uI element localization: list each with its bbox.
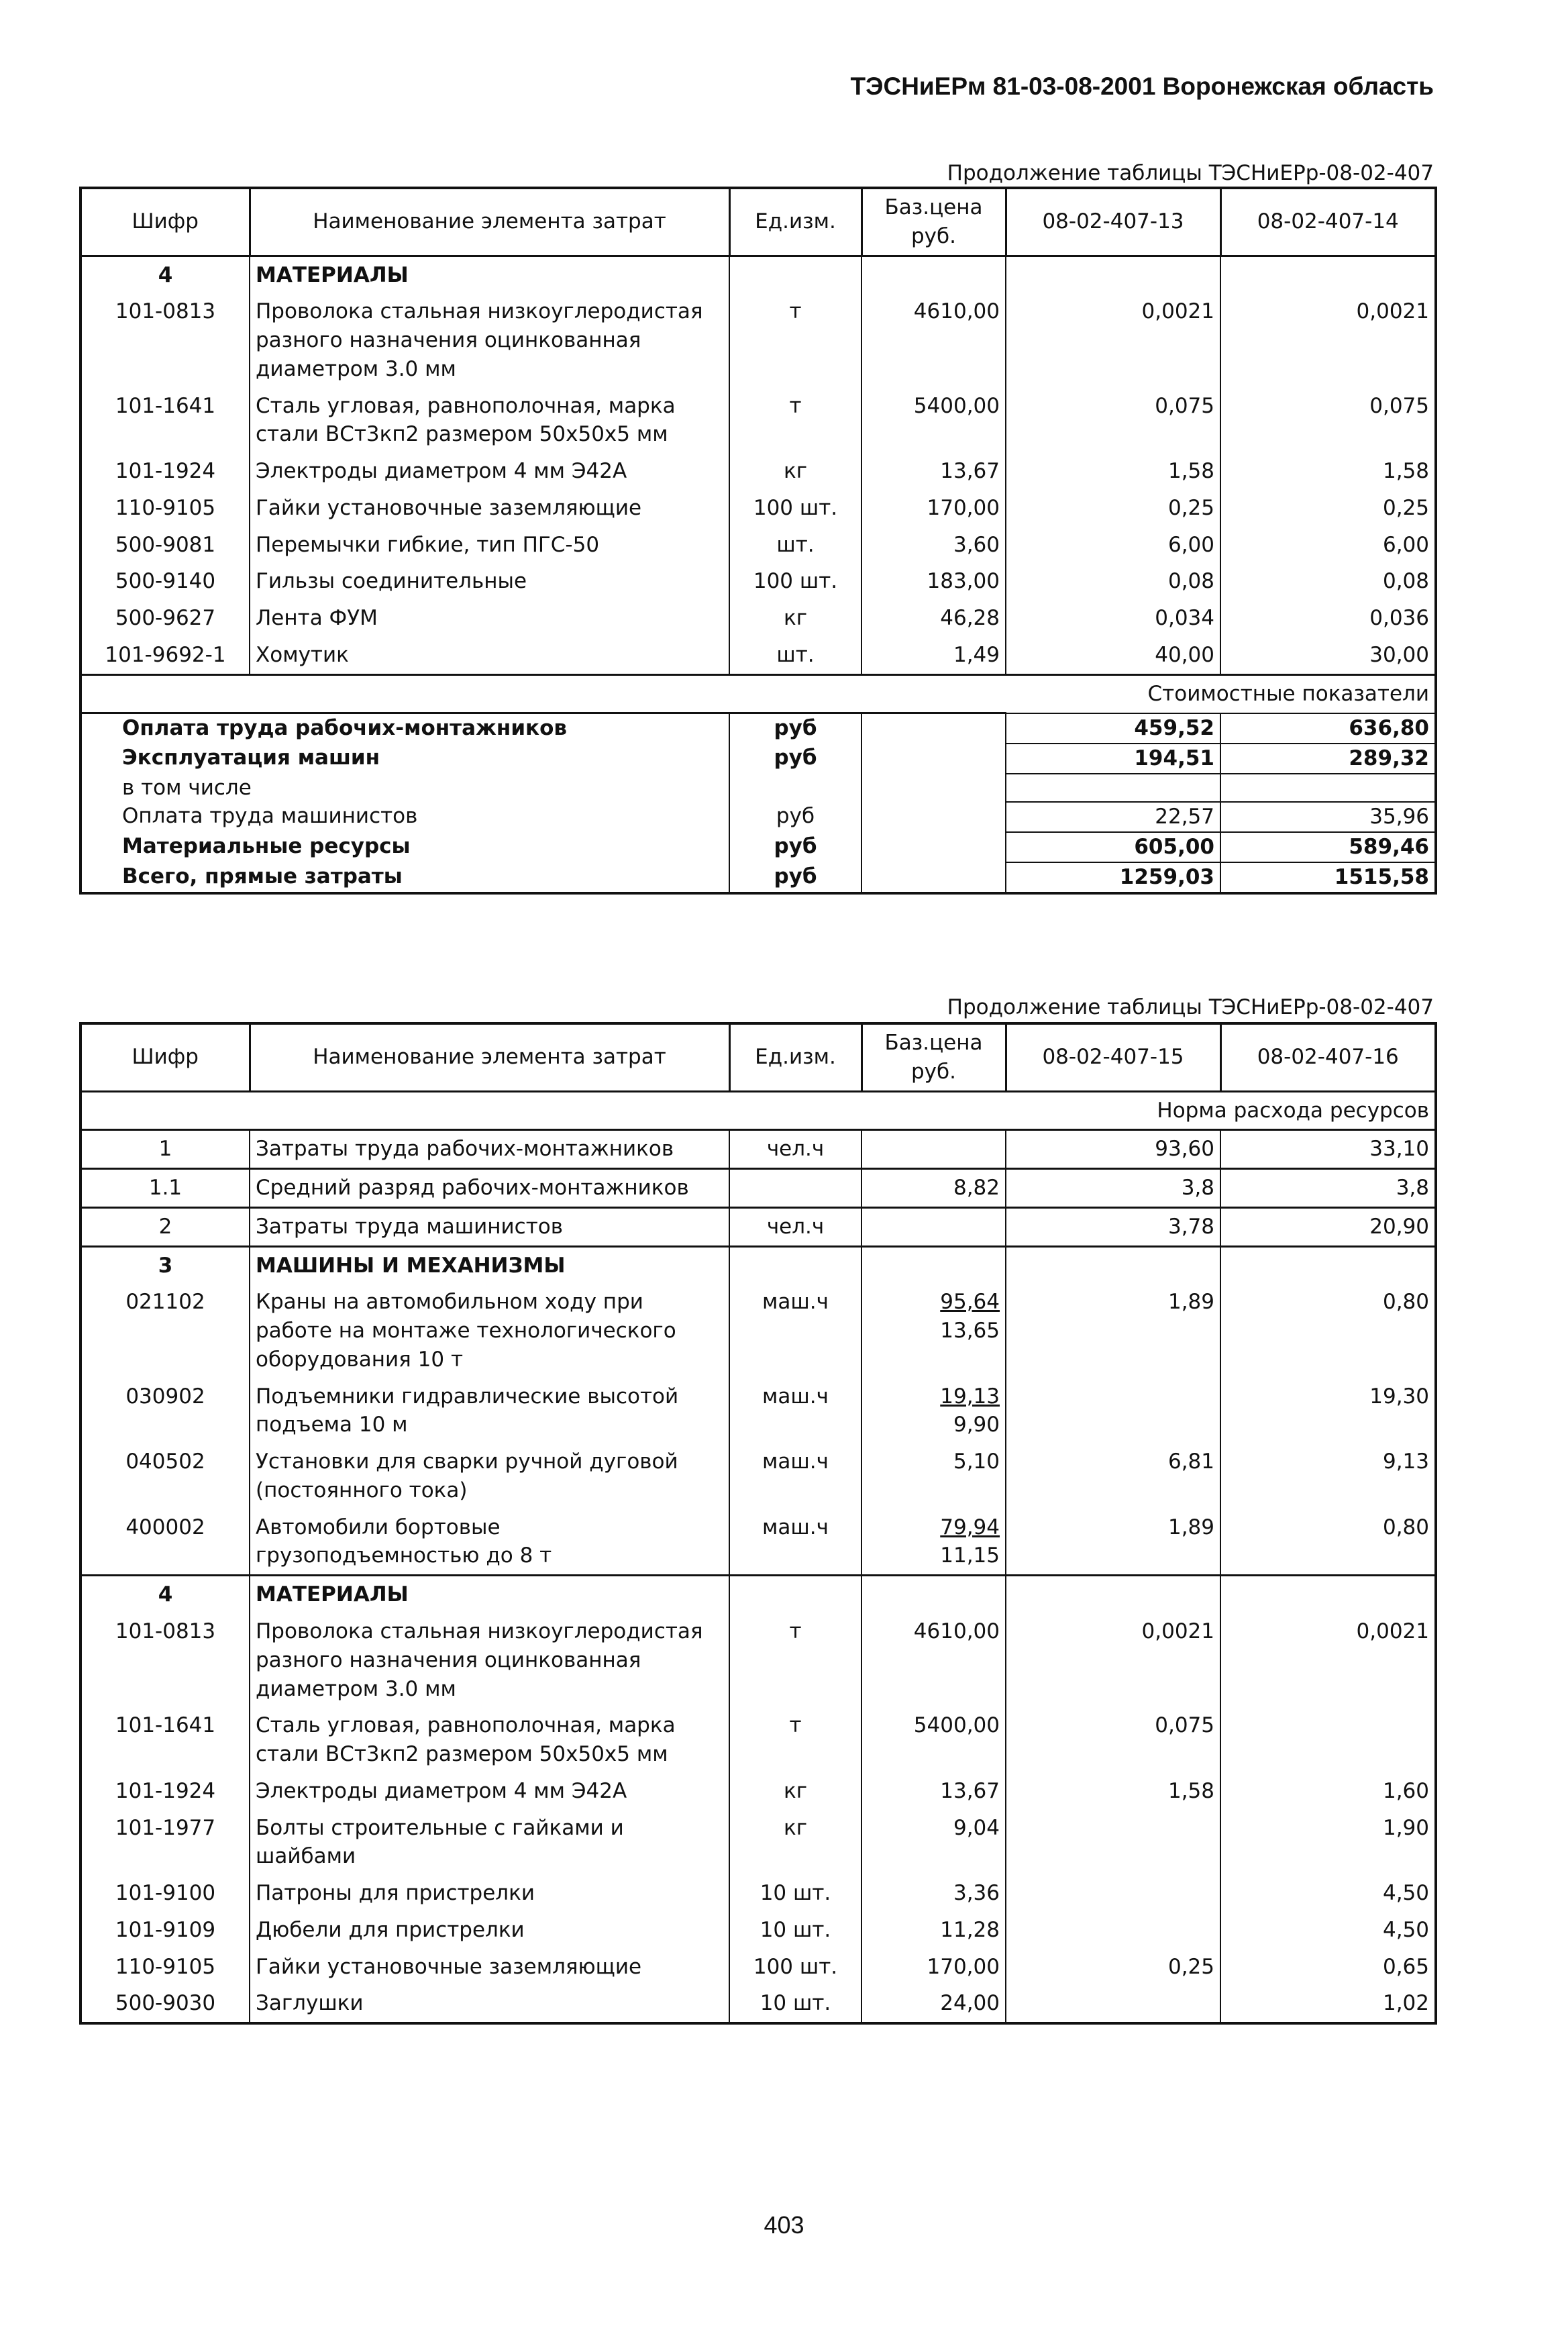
resource-price: 9,04 xyxy=(861,1810,1006,1876)
document-header: ТЭСНиЕРм 81-03-08-2001 Воронежская область xyxy=(850,72,1434,100)
cost-value-2: 1515,58 xyxy=(1220,862,1436,893)
cost-label: Материальные ресурсы xyxy=(81,832,729,862)
resource-name: Сталь угловая, равнополочная, марка стали ВСт3кп2 размером 50х50х5 мм xyxy=(250,1707,729,1773)
empty-cell xyxy=(861,1576,1006,1613)
cost-value-2: 636,80 xyxy=(1220,713,1436,744)
resource-code: 101-1641 xyxy=(81,1707,250,1773)
cost-row xyxy=(81,774,1436,803)
norm-value-1: 0,0021 xyxy=(1006,293,1220,387)
resource-code: 101-1924 xyxy=(81,1773,250,1810)
resource-code: 101-1977 xyxy=(81,1810,250,1876)
cost-row xyxy=(81,713,1436,744)
resource-name: Гильзы соединительные xyxy=(250,563,729,600)
material-row xyxy=(81,1707,1436,1773)
resource-name: Болты строительные с гайками и шайбами xyxy=(250,1810,729,1876)
norm-value-1: 0,25 xyxy=(1006,1949,1220,1986)
cost-unit: руб xyxy=(729,713,861,744)
empty-cell xyxy=(1220,1576,1436,1613)
norm-value-1: 6,00 xyxy=(1006,527,1220,564)
norm-value-1: 0,034 xyxy=(1006,600,1220,637)
material-row xyxy=(81,453,1436,490)
norm-value-1: 93,60 xyxy=(1006,1130,1220,1169)
resource-name: Подъемники гидравлические высотой подъема 10 м xyxy=(250,1378,729,1444)
col-v1-header: 08-02-407-13 xyxy=(1006,188,1220,256)
resource-code: 030902 xyxy=(81,1378,250,1444)
resource-unit: маш.ч xyxy=(729,1443,861,1509)
cost-value-1: 1259,03 xyxy=(1006,862,1220,893)
empty-cell xyxy=(1006,256,1220,293)
machine-row xyxy=(81,1284,1436,1378)
material-row xyxy=(81,527,1436,564)
empty-cell xyxy=(861,713,1006,744)
cost-label: в том числе xyxy=(81,774,729,803)
resource-name: Хомутик xyxy=(250,637,729,674)
section-title: МАТЕРИАЛЫ xyxy=(250,256,729,293)
resource-name: Дюбели для пристрелки xyxy=(250,1912,729,1949)
resource-price: 5400,00 xyxy=(861,1707,1006,1773)
resource-price xyxy=(861,1509,1006,1576)
norm-value-1 xyxy=(1006,1912,1220,1949)
table1-caption: Продолжение таблицы ТЭСНиЕРр-08-02-407 xyxy=(947,161,1434,185)
labor-row xyxy=(81,1169,1436,1208)
cost-heading-row xyxy=(81,674,1436,713)
price-main: 5,10 xyxy=(953,1449,1000,1474)
cost-label: Оплата труда машинистов xyxy=(81,802,729,832)
cost-value-2 xyxy=(1220,774,1436,803)
resource-code: 500-9627 xyxy=(81,600,250,637)
resource-price: 4610,00 xyxy=(861,293,1006,387)
empty-cell xyxy=(861,774,1006,803)
resource-price: 46,28 xyxy=(861,600,1006,637)
norm-value-1: 0,075 xyxy=(1006,388,1220,454)
norm-value-2: 0,075 xyxy=(1369,393,1429,418)
resource-unit: 100 шт. xyxy=(729,1949,861,1986)
cost-value-1: 22,57 xyxy=(1006,802,1220,832)
resource-code: 2 xyxy=(81,1207,250,1246)
norm-value-2: 1,60 xyxy=(1382,1778,1429,1803)
norm-value-2: 3,8 xyxy=(1220,1169,1436,1208)
resource-price xyxy=(861,1378,1006,1444)
resource-price xyxy=(861,1207,1006,1246)
resource-unit: маш.ч xyxy=(729,1284,861,1378)
norm-value-1 xyxy=(1006,1875,1220,1912)
resource-price: 3,36 xyxy=(861,1875,1006,1912)
norm-value-1: 1,89 xyxy=(1006,1284,1220,1378)
material-row xyxy=(81,563,1436,600)
col-price-header: Баз.цена руб. xyxy=(861,1023,1006,1091)
resource-code: 500-9081 xyxy=(81,527,250,564)
cost-label: Эксплуатация машин xyxy=(81,744,729,774)
resource-unit: 10 шт. xyxy=(729,1875,861,1912)
col-code-header: Шифр xyxy=(81,1023,250,1091)
price-main: 95,64 xyxy=(940,1290,1000,1315)
section-title: МАТЕРИАЛЫ xyxy=(250,1576,729,1613)
section-code: 4 xyxy=(81,256,250,293)
material-row xyxy=(81,1985,1436,2023)
norm-value-2: 19,30 xyxy=(1369,1384,1429,1409)
resource-price: 13,67 xyxy=(861,453,1006,490)
empty-cell xyxy=(1220,1246,1436,1284)
resource-unit: кг xyxy=(729,600,861,637)
empty-cell xyxy=(729,1246,861,1284)
price-operator: 11,15 xyxy=(940,1543,1000,1568)
price-main: 79,94 xyxy=(940,1515,1000,1539)
norm-value-2: 1,02 xyxy=(1382,1991,1429,2016)
empty-cell xyxy=(1220,256,1436,293)
cost-label: Всего, прямые затраты xyxy=(81,862,729,893)
empty-cell xyxy=(729,1576,861,1613)
table2-header-row xyxy=(81,1023,1436,1091)
cost-value-1: 605,00 xyxy=(1006,832,1220,862)
resource-code: 110-9105 xyxy=(81,1949,250,1986)
cost-heading: Стоимостные показатели xyxy=(81,674,1436,713)
norm-value-2: 30,00 xyxy=(1369,642,1429,667)
material-row xyxy=(81,637,1436,674)
machine-row xyxy=(81,1509,1436,1576)
norm-value-1: 3,8 xyxy=(1006,1169,1220,1208)
resource-unit: 100 шт. xyxy=(729,490,861,527)
material-row xyxy=(81,1773,1436,1810)
resource-unit: т xyxy=(729,293,861,387)
empty-cell xyxy=(861,744,1006,774)
resource-code: 500-9140 xyxy=(81,563,250,600)
resource-price: 183,00 xyxy=(861,563,1006,600)
cost-value-1: 459,52 xyxy=(1006,713,1220,744)
resource-code: 101-0813 xyxy=(81,293,250,387)
resource-name: Электроды диаметром 4 мм Э42А xyxy=(250,453,729,490)
resource-code: 021102 xyxy=(81,1284,250,1378)
resource-unit: т xyxy=(729,1707,861,1773)
resource-name: Перемычки гибкие, тип ПГС-50 xyxy=(250,527,729,564)
norm-value-2: 0,036 xyxy=(1369,606,1429,631)
material-row xyxy=(81,1613,1436,1707)
norm-value-2: 6,00 xyxy=(1382,532,1429,557)
norm-value-2: 1,58 xyxy=(1382,459,1429,484)
resource-code: 101-9109 xyxy=(81,1912,250,1949)
norm-value-2: 0,65 xyxy=(1382,1954,1429,1979)
resource-unit: шт. xyxy=(729,637,861,674)
resource-code: 101-1641 xyxy=(81,388,250,454)
resource-price: 170,00 xyxy=(861,1949,1006,1986)
resource-price xyxy=(861,1443,1006,1509)
empty-cell xyxy=(861,832,1006,862)
cost-unit: руб xyxy=(729,862,861,893)
machine-row xyxy=(81,1378,1436,1444)
resource-name: Средний разряд рабочих-монтажников xyxy=(250,1169,729,1208)
machines-section-header xyxy=(81,1246,1436,1284)
norm-value-1: 0,075 xyxy=(1006,1707,1220,1773)
norm-value-1: 1,58 xyxy=(1006,453,1220,490)
resource-price: 11,28 xyxy=(861,1912,1006,1949)
resource-code: 101-1924 xyxy=(81,453,250,490)
norm-value-2: 0,08 xyxy=(1382,569,1429,594)
cost-value-2: 589,46 xyxy=(1220,832,1436,862)
col-price-header: Баз.цена руб. xyxy=(861,188,1006,256)
cost-unit: руб xyxy=(729,832,861,862)
resource-unit: кг xyxy=(729,453,861,490)
resource-price: 170,00 xyxy=(861,490,1006,527)
col-name-header: Наименование элемента затрат xyxy=(250,1023,729,1091)
resource-name: Автомобили бортовые грузоподъемностью до 8 т xyxy=(250,1509,729,1576)
cost-value-2: 35,96 xyxy=(1220,802,1436,832)
norm-heading: Норма расхода ресурсов xyxy=(81,1091,1436,1130)
norm-value-2: 0,80 xyxy=(1382,1290,1429,1315)
resource-name: Электроды диаметром 4 мм Э42А xyxy=(250,1773,729,1810)
norm-value-1: 40,00 xyxy=(1006,637,1220,674)
norm-value-2 xyxy=(1220,1707,1436,1773)
material-row xyxy=(81,1875,1436,1912)
norm-value-2: 33,10 xyxy=(1220,1130,1436,1169)
material-row xyxy=(81,1949,1436,1986)
resource-price: 13,67 xyxy=(861,1773,1006,1810)
norm-value-1 xyxy=(1006,1378,1220,1444)
empty-cell xyxy=(861,802,1006,832)
cost-value-1: 194,51 xyxy=(1006,744,1220,774)
resource-name: Патроны для пристрелки xyxy=(250,1875,729,1912)
norm-heading-row xyxy=(81,1091,1436,1130)
section-code: 3 xyxy=(81,1246,250,1284)
resource-unit: т xyxy=(729,388,861,454)
price-operator: 9,90 xyxy=(953,1413,1000,1437)
cost-value-1 xyxy=(1006,774,1220,803)
empty-cell xyxy=(1006,1576,1220,1613)
cost-unit: руб xyxy=(729,744,861,774)
empty-cell xyxy=(1006,1246,1220,1284)
resource-name: Проволока стальная низкоуглеродистая разного назначения оцинкованная диаметром 3.0 мм xyxy=(250,1613,729,1707)
resource-code: 101-0813 xyxy=(81,1613,250,1707)
norm-value-2: 20,90 xyxy=(1220,1207,1436,1246)
resource-price: 3,60 xyxy=(861,527,1006,564)
empty-cell xyxy=(861,862,1006,893)
resource-name: Лента ФУМ xyxy=(250,600,729,637)
cost-value-2: 289,32 xyxy=(1220,744,1436,774)
resource-unit: кг xyxy=(729,1773,861,1810)
norm-value-1: 1,89 xyxy=(1006,1509,1220,1576)
cost-row xyxy=(81,744,1436,774)
norm-value-1 xyxy=(1006,1810,1220,1876)
resource-code: 110-9105 xyxy=(81,490,250,527)
resource-name: Гайки установочные заземляющие xyxy=(250,1949,729,1986)
norm-value-1: 3,78 xyxy=(1006,1207,1220,1246)
resource-code: 1.1 xyxy=(81,1169,250,1208)
price-main: 19,13 xyxy=(940,1384,1000,1409)
materials-section-header xyxy=(81,1576,1436,1613)
resource-name: Сталь угловая, равнополочная, марка стали ВСт3кп2 размером 50х50х5 мм xyxy=(250,388,729,454)
cost-unit: руб xyxy=(729,802,861,832)
price-operator: 13,65 xyxy=(940,1319,1000,1343)
norm-value-2: 0,25 xyxy=(1382,495,1429,520)
col-v2-header: 08-02-407-14 xyxy=(1220,188,1436,256)
resource-name: Краны на автомобильном ходу при работе на монтаже технологического оборудования 10 т xyxy=(250,1284,729,1378)
resource-unit: маш.ч xyxy=(729,1509,861,1576)
resource-code: 101-9692-1 xyxy=(81,637,250,674)
resource-unit: кг xyxy=(729,1810,861,1876)
resource-name: Проволока стальная низкоуглеродистая разного назначения оцинкованная диаметром 3.0 мм xyxy=(250,293,729,387)
resource-unit: маш.ч xyxy=(729,1378,861,1444)
cost-unit xyxy=(729,774,861,803)
norm-value-1: 0,25 xyxy=(1006,490,1220,527)
cost-label: Оплата труда рабочих-монтажников xyxy=(81,713,729,744)
resource-unit: 10 шт. xyxy=(729,1912,861,1949)
col-v1-header: 08-02-407-15 xyxy=(1006,1023,1220,1091)
norm-value-1: 6,81 xyxy=(1006,1443,1220,1509)
section-code: 4 xyxy=(81,1576,250,1613)
table1 xyxy=(79,187,1437,895)
empty-cell xyxy=(861,256,1006,293)
material-row xyxy=(81,293,1436,387)
materials-section-header xyxy=(81,256,1436,293)
resource-name: Установки для сварки ручной дуговой (постоянного тока) xyxy=(250,1443,729,1509)
col-code-header: Шифр xyxy=(81,188,250,256)
resource-unit: т xyxy=(729,1613,861,1707)
table2 xyxy=(79,1022,1437,2025)
resource-code: 1 xyxy=(81,1130,250,1169)
material-row xyxy=(81,1810,1436,1876)
norm-value-1: 0,08 xyxy=(1006,563,1220,600)
section-title: МАШИНЫ И МЕХАНИЗМЫ xyxy=(250,1246,729,1284)
resource-price xyxy=(861,1284,1006,1378)
resource-name: Заглушки xyxy=(250,1985,729,2023)
resource-unit: чел.ч xyxy=(729,1207,861,1246)
resource-unit: чел.ч xyxy=(729,1130,861,1169)
norm-value-2: 1,90 xyxy=(1382,1815,1429,1840)
resource-price xyxy=(861,1130,1006,1169)
resource-unit: шт. xyxy=(729,527,861,564)
labor-row xyxy=(81,1130,1436,1169)
norm-value-1: 1,58 xyxy=(1006,1773,1220,1810)
material-row xyxy=(81,600,1436,637)
resource-price: 1,49 xyxy=(861,637,1006,674)
cost-row xyxy=(81,862,1436,893)
resource-unit xyxy=(729,1169,861,1208)
table1-header-row xyxy=(81,188,1436,256)
page-number: 403 xyxy=(764,2211,804,2239)
norm-value-2: 0,80 xyxy=(1382,1515,1429,1539)
cost-row xyxy=(81,832,1436,862)
col-v2-header: 08-02-407-16 xyxy=(1220,1023,1436,1091)
norm-value-2: 0,0021 xyxy=(1356,299,1429,324)
material-row xyxy=(81,388,1436,454)
norm-value-1 xyxy=(1006,1985,1220,2023)
material-row xyxy=(81,490,1436,527)
resource-name: Затраты труда машинистов xyxy=(250,1207,729,1246)
col-unit-header: Ед.изм. xyxy=(729,188,861,256)
col-name-header: Наименование элемента затрат xyxy=(250,188,729,256)
resource-name: Гайки установочные заземляющие xyxy=(250,490,729,527)
machine-row xyxy=(81,1443,1436,1509)
material-row xyxy=(81,1912,1436,1949)
resource-code: 101-9100 xyxy=(81,1875,250,1912)
resource-unit: 100 шт. xyxy=(729,563,861,600)
resource-code: 040502 xyxy=(81,1443,250,1509)
resource-price: 4610,00 xyxy=(861,1613,1006,1707)
resource-price: 5400,00 xyxy=(861,388,1006,454)
resource-price: 24,00 xyxy=(861,1985,1006,2023)
norm-value-2: 4,50 xyxy=(1382,1881,1429,1906)
labor-row xyxy=(81,1207,1436,1246)
col-unit-header: Ед.изм. xyxy=(729,1023,861,1091)
norm-value-2: 9,13 xyxy=(1382,1449,1429,1474)
resource-name: Затраты труда рабочих-монтажников xyxy=(250,1130,729,1169)
resource-code: 400002 xyxy=(81,1509,250,1576)
norm-value-2: 0,0021 xyxy=(1356,1619,1429,1644)
resource-code: 500-9030 xyxy=(81,1985,250,2023)
norm-value-1: 0,0021 xyxy=(1006,1613,1220,1707)
cost-row xyxy=(81,802,1436,832)
norm-value-2: 4,50 xyxy=(1382,1917,1429,1942)
resource-price: 8,82 xyxy=(861,1169,1006,1208)
table2-caption: Продолжение таблицы ТЭСНиЕРр-08-02-407 xyxy=(947,995,1434,1019)
resource-unit: 10 шт. xyxy=(729,1985,861,2023)
empty-cell xyxy=(729,256,861,293)
empty-cell xyxy=(861,1246,1006,1284)
